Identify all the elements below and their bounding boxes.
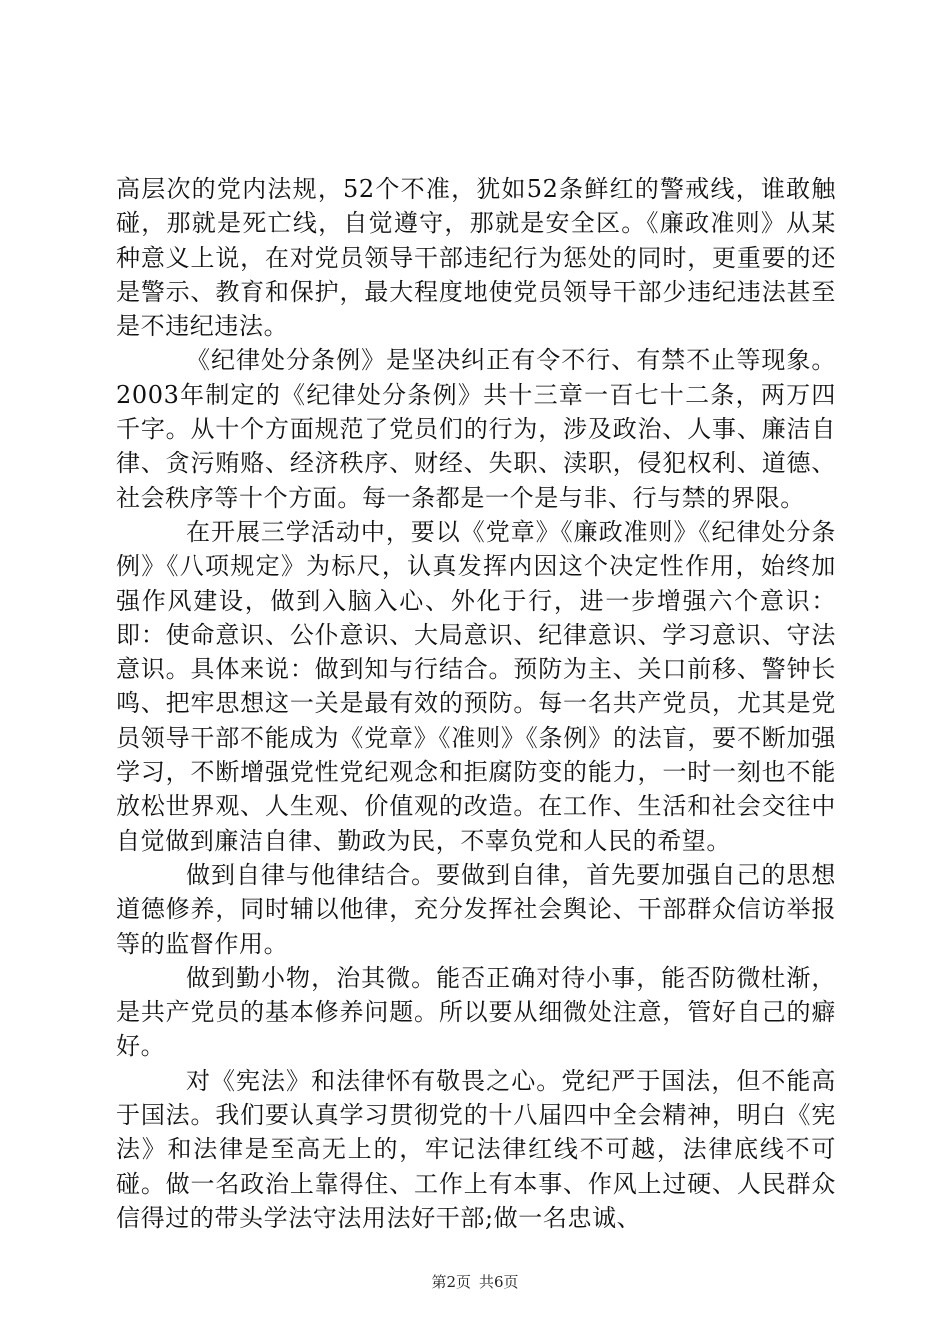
page-footer	[0, 1272, 950, 1292]
paragraph-1: 高层次的党内法规，52个不准，犹如52条鲜红的警戒线，谁敢触碰，那就是死亡线，自觉遵守，那就是安全区。《廉政准则》从某种意义上说，在对党员领导干部违纪行为惩处的同时，更重要的还是警示、教育和保护，最大程度地使党员领导干部少违纪违法甚至是不违纪违法。	[116, 175, 836, 341]
paragraph-2: 《纪律处分条例》是坚决纠正有令不行、有禁不止等现象。2003年制定的《纪律处分条例》共十三章一百七十二条，两万四千字。从十个方面规范了党员们的行为，涉及政治、人事、廉洁自律、贪污贿赂、经济秩序、财经、失职、渎职，侵犯权利、道德、社会秩序等十个方面。每一条都是一个是与非、行与禁的界限。	[116, 346, 836, 512]
paragraph-3: 在开展三学活动中，要以《党章》《廉政准则》《纪律处分条例》《八项规定》为标尺，认真发挥内因这个决定性作用，始终加强作风建设，做到入脑入心、外化于行，进一步增强六个意识：即：使命意识、公仆意识、大局意识、纪律意识、学习意识、守法意识。具体来说：做到知与行结合。预防为主、关口前移、警钟长鸣、把牢思想这一关是最有效的预防。每一名共产党员，尤其是党员领导干部不能成为《党章》《准则》《条例》的法盲，要不断加强学习，不断增强党性党纪观念和拒腐防变的能力，一时一刻也不能放松世界观、人生观、价值观的改造。在工作、生活和社会交往中自觉做到廉洁自律、勤政为民，不辜负党和人民的希望。	[116, 517, 836, 855]
document-body	[116, 172, 836, 1235]
page-number: 第2页	[431, 1273, 471, 1291]
paragraph-4: 做到自律与他律结合。要做到自律，首先要加强自己的思想道德修养，同时辅以他律，充分发挥社会舆论、干部群众信访举报等的监督作用。	[116, 860, 836, 958]
page-total: 共6页	[479, 1273, 519, 1291]
paragraph-5: 做到勤小物，治其微。能否正确对待小事，能否防微杜渐，是共产党员的基本修养问题。所以要从细微处注意，管好自己的癖好。	[116, 963, 836, 1061]
paragraph-6: 对《宪法》和法律怀有敬畏之心。党纪严于国法，但不能高于国法。我们要认真学习贯彻党的十八届四中全会精神，明白《宪法》和法律是至高无上的，牢记法律红线不可越，法律底线不可碰。做一名政治上靠得住、工作上有本事、作风上过硬、人民群众信得过的带头学法守法用法好干部;做一名忠诚、	[116, 1066, 836, 1232]
